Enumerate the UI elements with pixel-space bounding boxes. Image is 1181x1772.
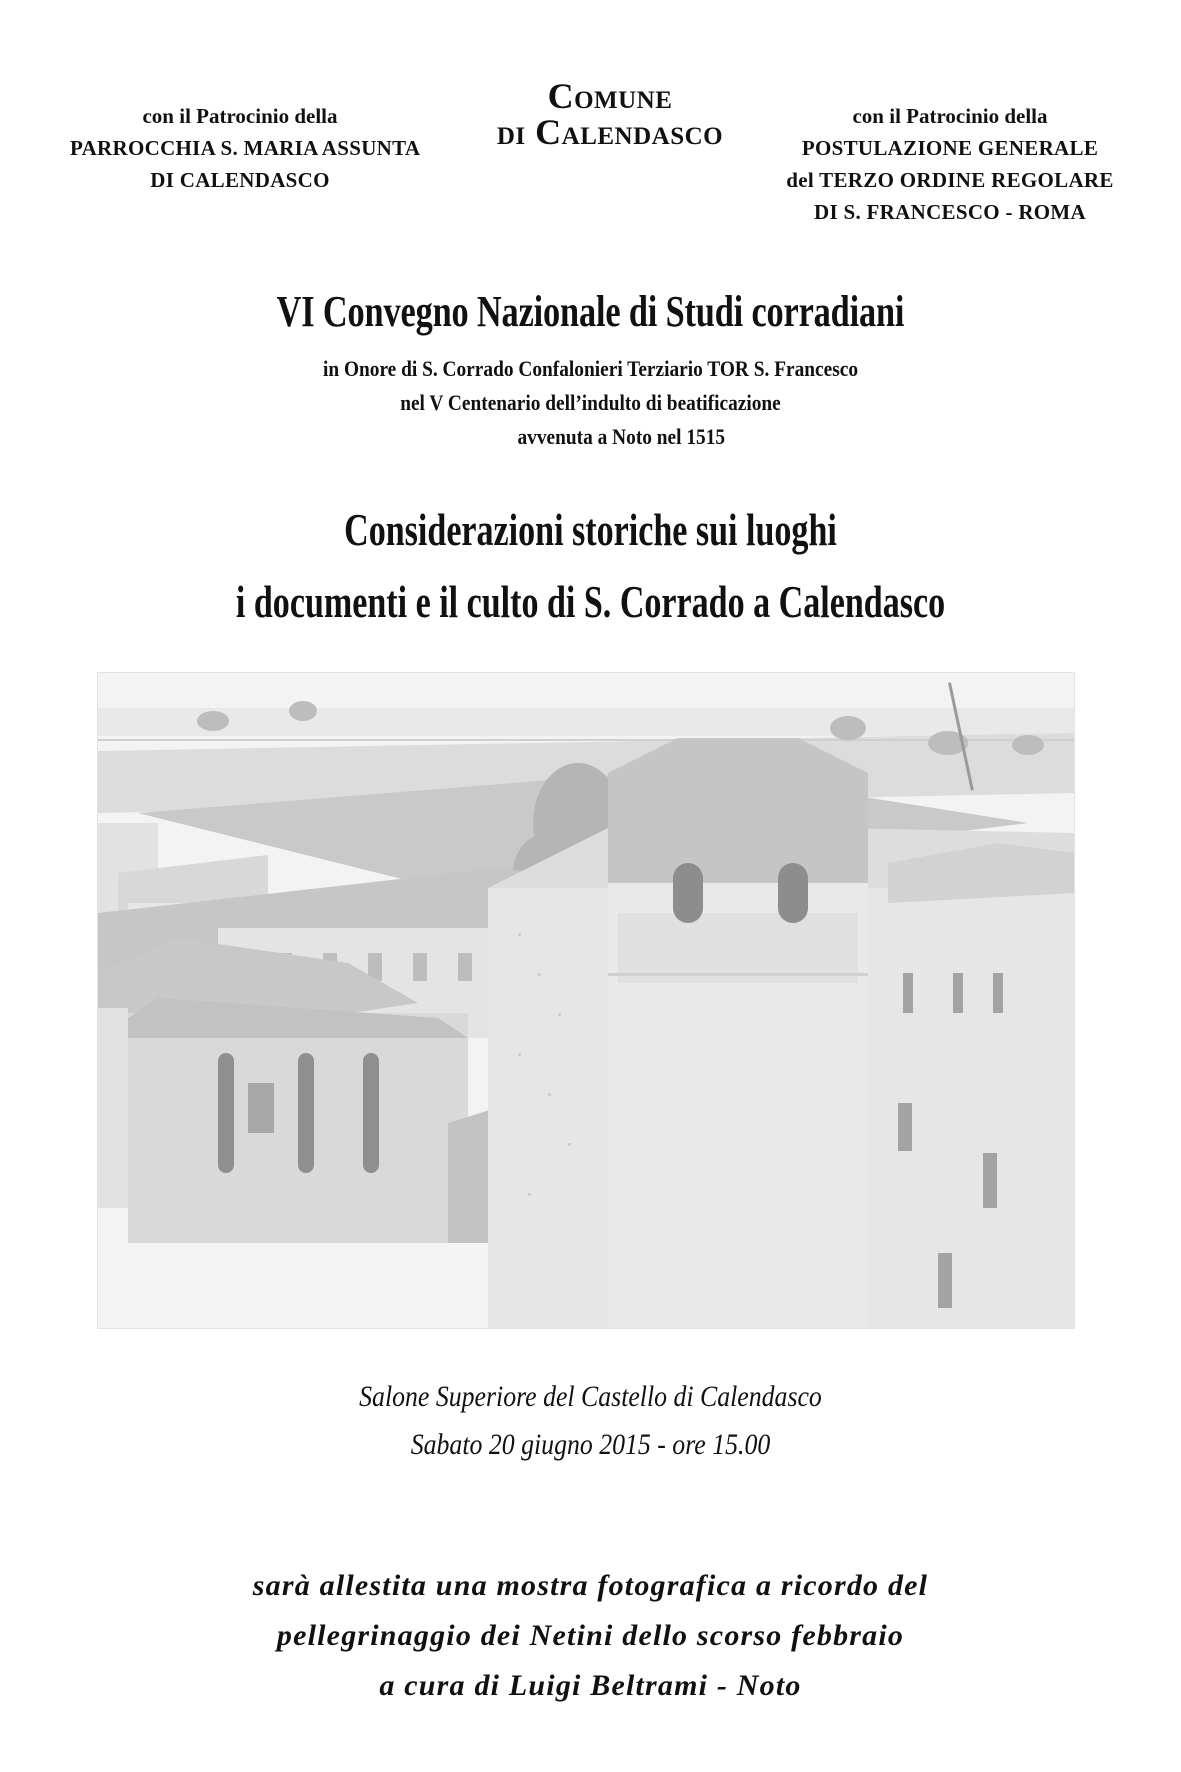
patronage-right-intro: con il Patrocinio della [852,104,1048,128]
patronage-left-org-line2: DI CALENDASCO [150,168,330,192]
castle-illustration [98,673,1074,1328]
patronage-left-org-line1: PARROCCHIA S. MARIA ASSUNTA [70,136,421,160]
patronage-right-org-line3: DI S. FRANCESCO - ROMA [813,200,1087,224]
event-title: VI Convegno Nazionale di Studi corradiani [276,287,905,336]
comune-title [460,78,760,150]
headline-line-1: Considerazioni storiche sui luoghi [344,504,837,555]
patronage-right-org-line2: del TERZO ORDINE REGOLARE [786,168,1114,192]
patronage-right [770,100,1130,228]
event-subtitle-line-3: avvenuta a Noto nel 1515 [517,424,726,449]
headline-line-2: i documenti e il culto di S. Corrado a Calendasco [235,576,946,627]
venue-date: Sabato 20 giugno 2015 - ore 15.00 [410,1428,771,1461]
note-line-2: pellegrinaggio dei Netini dello scorso febbraio [276,1619,905,1652]
event-subtitle-line-1: in Onore di S. Corrado Confalonieri Terziario TOR S. Francesco [322,356,859,381]
comune-line2: di Calendasco [496,112,724,152]
patronage-left [70,100,421,196]
note-line-1: sarà allestita una mostra fotografica a ricordo del [252,1569,929,1602]
patronage-left-intro: con il Patrocinio della [142,104,338,128]
castle-photo [97,672,1075,1329]
patronage-right-org-line1: POSTULAZIONE GENERALE [801,136,1099,160]
event-subtitle-line-2: nel V Centenario dell’indulto di beatificazione [400,390,781,415]
comune-line1: Comune [547,76,673,116]
note-line-3: a cura di Luigi Beltrami - Noto [379,1669,802,1702]
venue-place: Salone Superiore del Castello di Calendasco [359,1380,822,1413]
